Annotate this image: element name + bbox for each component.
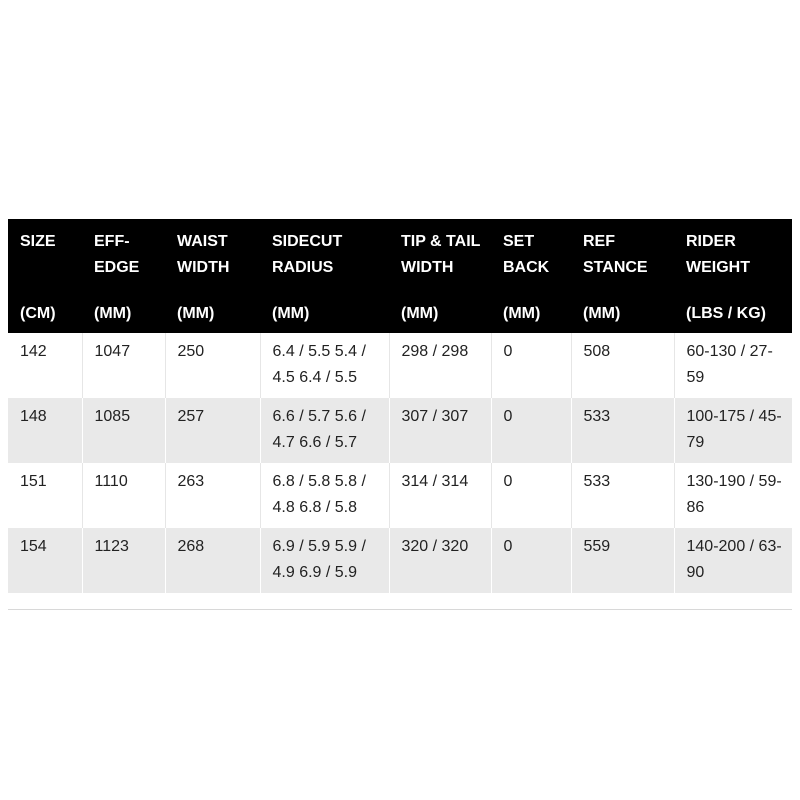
cell-eff-edge: 1123 [82,528,165,593]
table-bottom-divider [8,609,792,610]
table-row [8,333,792,398]
cell-waist-width: 257 [165,398,260,463]
cell-ref-stance: 533 [571,463,674,528]
cell-eff-edge: 1110 [82,463,165,528]
cell-size: 151 [8,463,82,528]
cell-tip-tail-width: 320 / 320 [389,528,491,593]
cell-tip-tail-width: 307 / 307 [389,398,491,463]
cell-rider-weight: 60-130 / 27-59 [674,333,792,398]
cell-size: 142 [8,333,82,398]
header-eff-edge: EFF- EDGE (MM) [82,219,165,333]
cell-ref-stance: 559 [571,528,674,593]
table-row [8,463,792,528]
header-set-back: SET BACK (MM) [491,219,571,333]
cell-set-back: 0 [491,333,571,398]
cell-set-back: 0 [491,463,571,528]
cell-set-back: 0 [491,528,571,593]
cell-ref-stance: 508 [571,333,674,398]
table-header [8,219,792,333]
cell-rider-weight: 140-200 / 63-90 [674,528,792,593]
header-sidecut-radius: SIDECUT RADIUS (MM) [260,219,389,333]
header-waist-width: WAIST WIDTH (MM) [165,219,260,333]
cell-ref-stance: 533 [571,398,674,463]
table-body [8,333,792,593]
cell-size: 154 [8,528,82,593]
header-tip-tail-width: TIP & TAIL WIDTH (MM) [389,219,491,333]
cell-eff-edge: 1085 [82,398,165,463]
cell-waist-width: 268 [165,528,260,593]
cell-tip-tail-width: 314 / 314 [389,463,491,528]
cell-waist-width: 250 [165,333,260,398]
header-size: SIZE (CM) [8,219,82,333]
cell-rider-weight: 130-190 / 59-86 [674,463,792,528]
cell-sidecut-radius: 6.4 / 5.5 5.4 / 4.5 6.4 / 5.5 [260,333,389,398]
table-row [8,528,792,593]
cell-sidecut-radius: 6.8 / 5.8 5.8 / 4.8 6.8 / 5.8 [260,463,389,528]
header-row [8,219,792,333]
cell-sidecut-radius: 6.6 / 5.7 5.6 / 4.7 6.6 / 5.7 [260,398,389,463]
cell-sidecut-radius: 6.9 / 5.9 5.9 / 4.9 6.9 / 5.9 [260,528,389,593]
cell-rider-weight: 100-175 / 45-79 [674,398,792,463]
spec-table [8,219,792,593]
cell-eff-edge: 1047 [82,333,165,398]
cell-tip-tail-width: 298 / 298 [389,333,491,398]
header-rider-weight: RIDER WEIGHT (LBS / KG) [674,219,792,333]
cell-size: 148 [8,398,82,463]
cell-set-back: 0 [491,398,571,463]
cell-waist-width: 263 [165,463,260,528]
table-row [8,398,792,463]
header-ref-stance: REF STANCE (MM) [571,219,674,333]
